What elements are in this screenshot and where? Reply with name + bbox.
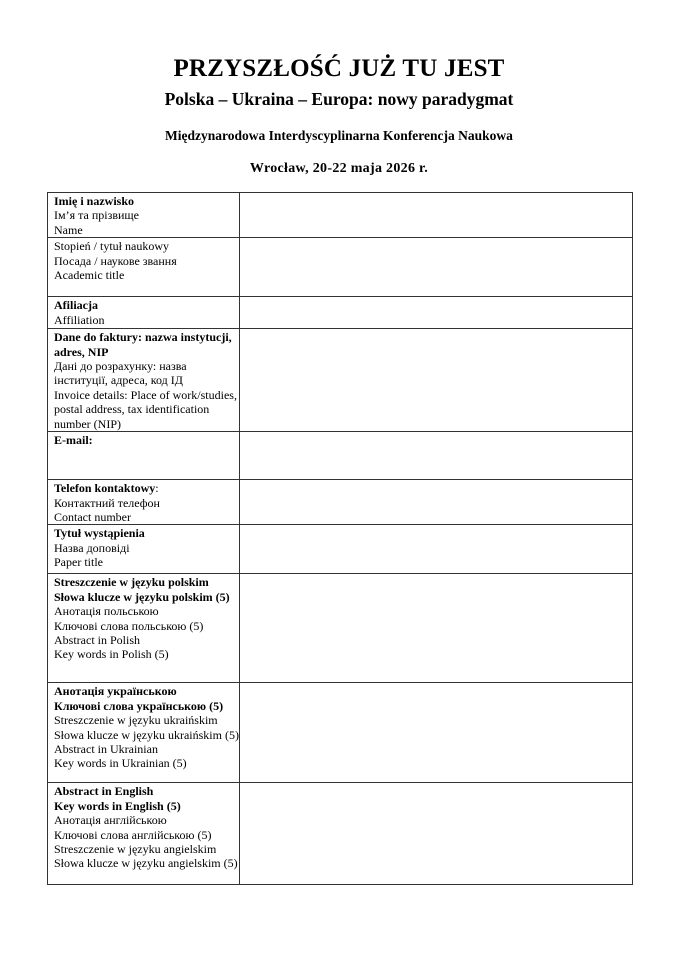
label-translation-line: Name bbox=[54, 222, 83, 237]
label-bold-line: Abstract in English bbox=[54, 784, 154, 799]
label-translation-line: Abstract in Ukrainian bbox=[54, 742, 158, 757]
label-bold-line: Afiliacja bbox=[54, 298, 98, 313]
form-row-abstract-ukrainian bbox=[48, 683, 633, 783]
label-translation-line: Invoice details: Place of work/studies, postal address, tax identification number (NIP) bbox=[54, 387, 237, 431]
label-bold-line: Анотація українською bbox=[54, 684, 177, 699]
form-row-abstract-polish bbox=[48, 574, 633, 683]
label-translation-line: Abstract in Polish bbox=[54, 633, 140, 648]
label-translation-line: Ключові слова польською (5) bbox=[54, 618, 204, 633]
label-translation-line: Ключові слова англійською (5) bbox=[54, 827, 212, 842]
form-row-invoice bbox=[48, 329, 633, 432]
field-input-abstract-ukrainian[interactable] bbox=[240, 683, 633, 783]
label-translation-line: Paper title bbox=[54, 555, 103, 570]
form-row-academic-title bbox=[48, 238, 633, 297]
label-translation-line: Affiliation bbox=[54, 312, 105, 327]
label-bold-line: Imię i nazwisko bbox=[54, 194, 135, 208]
label-translation-line: Streszczenie w języku angielskim bbox=[54, 842, 217, 857]
label-translation-line: Контактний телефон bbox=[54, 495, 160, 510]
field-input-academic-title[interactable] bbox=[240, 238, 633, 297]
label-bold-line bbox=[54, 481, 239, 495]
field-input-affiliation[interactable] bbox=[240, 297, 633, 329]
form-row-name bbox=[48, 193, 633, 238]
label-translation-line: Ім’я та прізвище bbox=[54, 208, 139, 223]
label-translation-line: Key words in Polish (5) bbox=[54, 647, 169, 662]
field-label-abstract-english bbox=[48, 783, 240, 885]
field-input-phone[interactable] bbox=[240, 480, 633, 525]
label-translation-line: Academic title bbox=[54, 268, 125, 283]
form-row-phone bbox=[48, 480, 633, 525]
label-bold-line: Dane do faktury: nazwa instytucji, adres, NIP bbox=[54, 330, 232, 359]
label-bold-line: Tytuł wystąpienia bbox=[54, 526, 145, 541]
label-bold-line: Słowa klucze w języku polskim (5) bbox=[54, 589, 230, 604]
field-label-affiliation bbox=[48, 297, 240, 329]
label-bold-line: Key words in English (5) bbox=[54, 798, 181, 813]
place-and-date: Wrocław, 20-22 maja 2026 r. bbox=[249, 161, 429, 176]
field-input-name[interactable] bbox=[240, 193, 633, 238]
field-input-email[interactable] bbox=[240, 432, 633, 480]
field-input-abstract-polish[interactable] bbox=[240, 574, 633, 683]
conference-name: Międzynarodowa Interdyscyplinarna Konferencja Naukowa bbox=[165, 128, 513, 143]
document-subtitle: Polska – Ukraina – Europa: nowy paradygmat bbox=[164, 89, 514, 109]
field-input-abstract-english[interactable] bbox=[240, 783, 633, 885]
field-label-abstract-ukrainian bbox=[48, 683, 240, 783]
label-translation-line: Key words in Ukrainian (5) bbox=[54, 756, 187, 771]
field-label-phone bbox=[48, 480, 240, 525]
field-input-paper-title[interactable] bbox=[240, 525, 633, 574]
label-translation-line: Анотація англійською bbox=[54, 813, 167, 828]
field-label-name bbox=[48, 193, 240, 238]
document-title: PRZYSZŁOŚĆ JUŻ TU JEST bbox=[173, 55, 505, 82]
label-translation-line: Contact number bbox=[54, 510, 131, 525]
label-bold-line: E-mail: bbox=[54, 433, 93, 448]
form-row-email bbox=[48, 432, 633, 480]
field-label-email bbox=[48, 432, 240, 480]
label-translation-line: Stopień / tytuł naukowy bbox=[54, 239, 169, 254]
field-label-invoice bbox=[48, 329, 240, 432]
label-translation-line: Słowa klucze w języku ukraińskim (5) bbox=[54, 727, 239, 742]
label-bold-text: Telefon kontaktowy bbox=[54, 481, 156, 496]
field-label-academic-title bbox=[48, 238, 240, 297]
form-row-affiliation bbox=[48, 297, 633, 329]
registration-form-table bbox=[47, 192, 633, 885]
label-translation-line: Посада / наукове звання bbox=[54, 253, 177, 268]
label-suffix: : bbox=[155, 481, 159, 496]
label-translation-line: Streszczenie w języku ukraińskim bbox=[54, 713, 218, 728]
label-bold-line: Streszczenie w języku polskim bbox=[54, 575, 209, 590]
label-translation-line: Назва доповіді bbox=[54, 540, 130, 555]
label-translation-line: Анотація польською bbox=[54, 604, 159, 619]
form-row-abstract-english bbox=[48, 783, 633, 885]
field-input-invoice[interactable] bbox=[240, 329, 633, 432]
label-bold-line: Ключові слова українською (5) bbox=[54, 698, 224, 713]
label-translation-line: Słowa klucze w języku angielskim (5) bbox=[54, 856, 238, 871]
form-row-paper-title bbox=[48, 525, 633, 574]
field-label-abstract-polish bbox=[48, 574, 240, 683]
label-translation-line: Дані до розрахунку: назва інституції, адреса, код ІД bbox=[54, 359, 187, 388]
field-label-paper-title bbox=[48, 525, 240, 574]
